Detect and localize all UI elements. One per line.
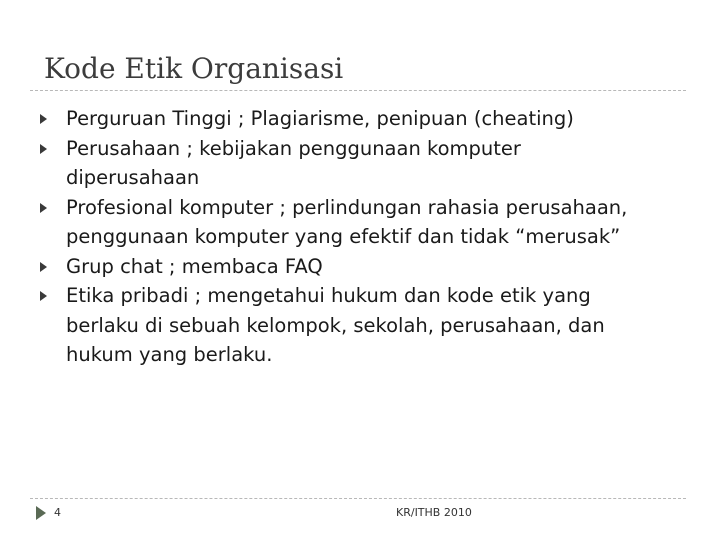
bullet-text: Grup chat ; membaca FAQ <box>66 254 323 278</box>
title-divider <box>30 90 686 91</box>
bullet-text: Etika pribadi ; mengetahui hukum dan kode etik yang <box>66 284 591 307</box>
bullet-item <box>40 104 680 134</box>
triangle-right-icon <box>40 203 47 213</box>
triangle-right-icon <box>40 144 47 154</box>
triangle-right-icon <box>40 291 47 301</box>
bullet-text: Perusahaan ; kebijakan penggunaan komputer <box>66 136 521 160</box>
bullet-text: diperusahaan <box>66 166 200 189</box>
footer-divider <box>30 498 686 499</box>
bullet-item <box>40 193 680 252</box>
bullet-item <box>40 252 680 282</box>
bullet-item <box>40 281 680 370</box>
bullet-item <box>40 134 680 193</box>
page-number: 4 <box>54 506 61 519</box>
bullet-text: penggunaan komputer yang efektif dan tidak “merusak” <box>66 225 621 248</box>
bullet-list <box>40 104 680 370</box>
slide-title: Kode Etik Organisasi <box>44 52 344 85</box>
triangle-right-icon <box>40 262 47 272</box>
bullet-text: hukum yang berlaku. <box>66 343 273 366</box>
triangle-right-icon <box>40 114 47 124</box>
footer-marker-icon <box>36 506 46 520</box>
bullet-text: Profesional komputer ; perlindungan rahasia perusahaan, <box>66 195 628 219</box>
bullet-text: berlaku di sebuah kelompok, sekolah, perusahaan, dan <box>66 313 605 337</box>
bullet-text: Perguruan Tinggi ; Plagiarisme, penipuan (cheating) <box>66 107 574 130</box>
footer-text: KR/ITHB 2010 <box>396 506 472 519</box>
